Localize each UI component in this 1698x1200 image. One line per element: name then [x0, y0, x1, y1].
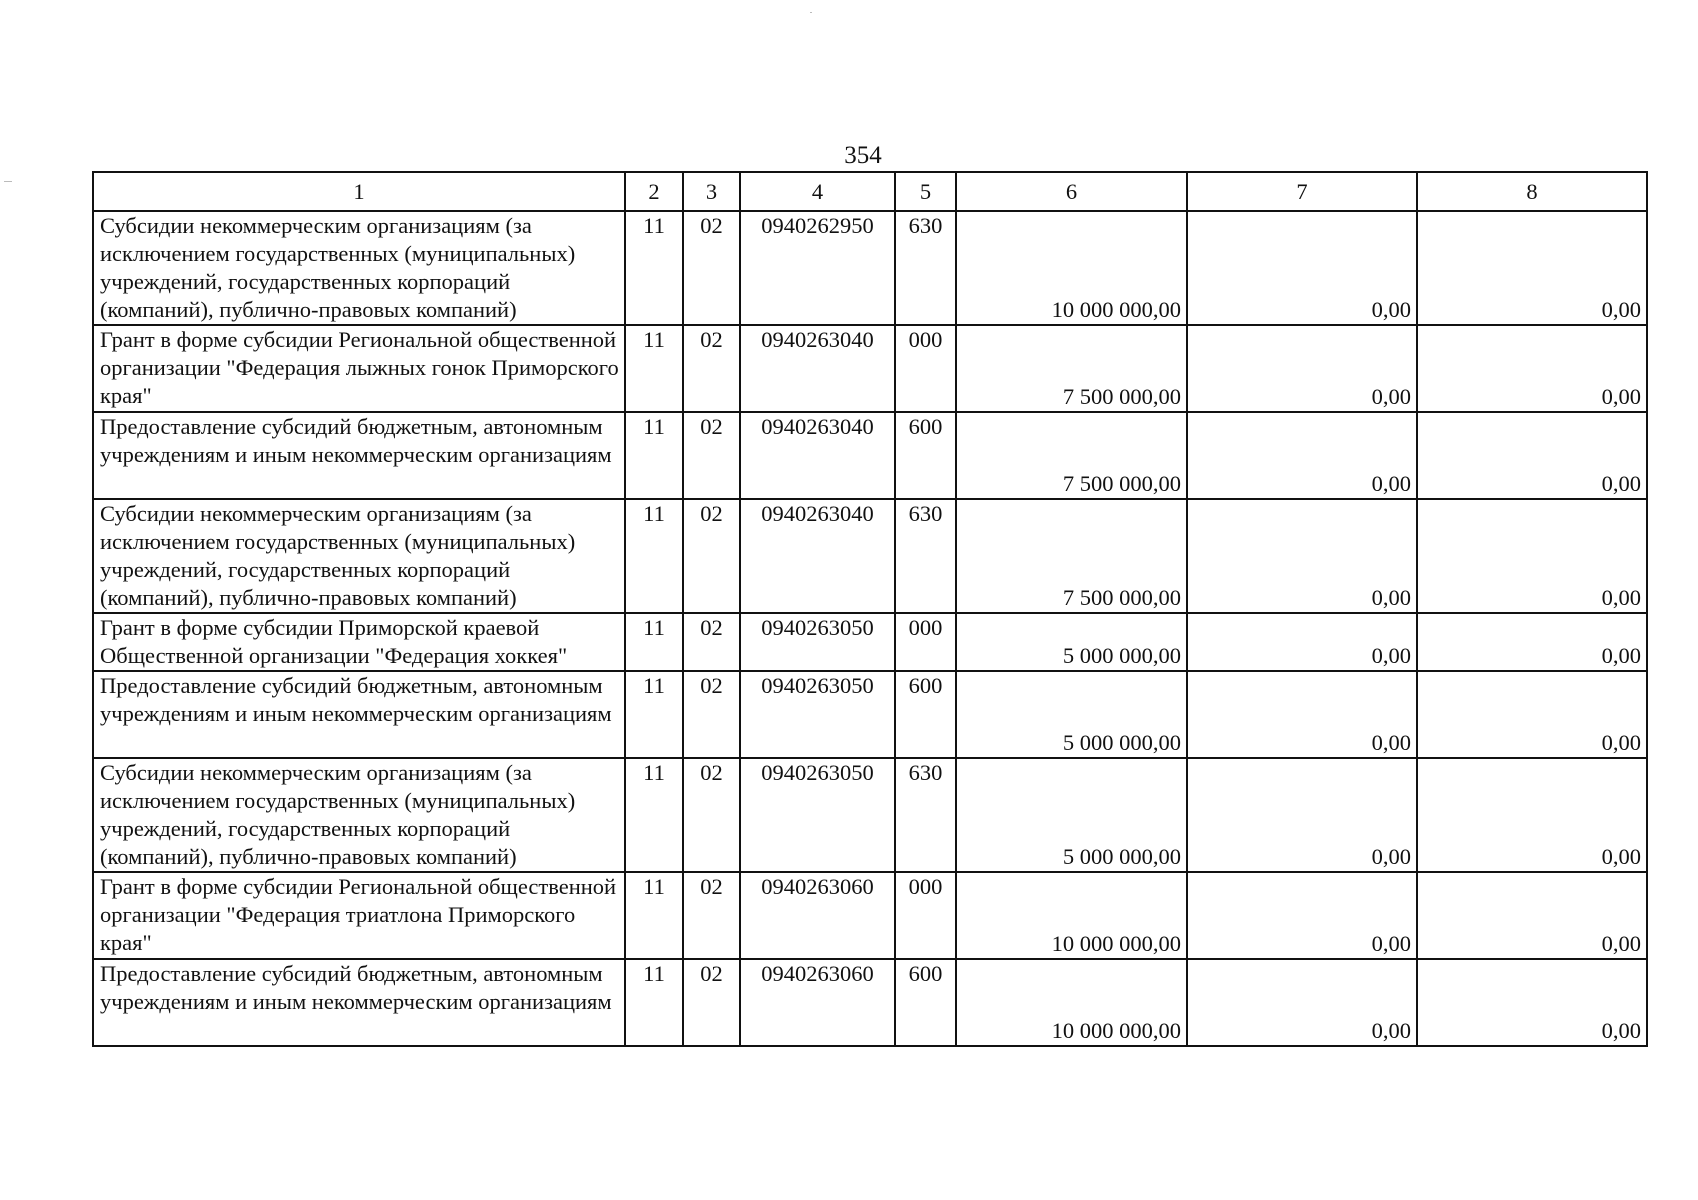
header-cell: 7 [1187, 172, 1417, 211]
row-target: 0940263040 [740, 499, 895, 613]
row-expense: 600 [895, 959, 956, 1046]
row-amount-1: 5 000 000,00 [956, 671, 1187, 758]
row-amount-2: 0,00 [1187, 872, 1417, 959]
row-section: 11 [625, 758, 683, 872]
row-amount-1: 7 500 000,00 [956, 412, 1187, 499]
row-target: 0940263050 [740, 613, 895, 671]
row-target: 0940263060 [740, 872, 895, 959]
row-expense: 600 [895, 671, 956, 758]
row-amount-1: 5 000 000,00 [956, 613, 1187, 671]
row-subsection: 02 [683, 499, 740, 613]
scan-speck [810, 12, 812, 13]
row-amount-3: 0,00 [1417, 211, 1647, 325]
row-name: Субсидии некоммерческим организациям (за исключением государственных (муниципальных) учреждений, государственных корпораций (компаний), публично-правовых компаний) [93, 758, 625, 872]
row-amount-3: 0,00 [1417, 499, 1647, 613]
row-subsection: 02 [683, 325, 740, 412]
row-target: 0940262950 [740, 211, 895, 325]
row-amount-3: 0,00 [1417, 872, 1647, 959]
header-cell: 5 [895, 172, 956, 211]
row-amount-3: 0,00 [1417, 959, 1647, 1046]
row-section: 11 [625, 211, 683, 325]
row-name: Субсидии некоммерческим организациям (за исключением государственных (муниципальных) учреждений, государственных корпораций (компаний), публично-правовых компаний) [93, 499, 625, 613]
row-amount-2: 0,00 [1187, 325, 1417, 412]
row-expense: 630 [895, 499, 956, 613]
row-amount-1: 7 500 000,00 [956, 325, 1187, 412]
row-name: Предоставление субсидий бюджетным, автономным учреждениям и иным некоммерческим организациям [93, 671, 625, 758]
row-amount-3: 0,00 [1417, 412, 1647, 499]
row-amount-1: 10 000 000,00 [956, 872, 1187, 959]
page-number: 354 [844, 142, 882, 169]
header-row [93, 172, 1647, 211]
table-row [93, 758, 1647, 872]
row-subsection: 02 [683, 211, 740, 325]
table-row [93, 412, 1647, 499]
row-subsection: 02 [683, 671, 740, 758]
row-amount-2: 0,00 [1187, 211, 1417, 325]
row-amount-2: 0,00 [1187, 671, 1417, 758]
row-amount-3: 0,00 [1417, 325, 1647, 412]
row-section: 11 [625, 325, 683, 412]
row-amount-1: 10 000 000,00 [956, 959, 1187, 1046]
table-row [93, 671, 1647, 758]
row-amount-3: 0,00 [1417, 671, 1647, 758]
table-row [93, 325, 1647, 412]
row-amount-2: 0,00 [1187, 412, 1417, 499]
row-section: 11 [625, 412, 683, 499]
row-amount-3: 0,00 [1417, 758, 1647, 872]
row-amount-2: 0,00 [1187, 959, 1417, 1046]
row-amount-1: 5 000 000,00 [956, 758, 1187, 872]
row-subsection: 02 [683, 412, 740, 499]
header-cell: 3 [683, 172, 740, 211]
table-row [93, 211, 1647, 325]
table-row [93, 959, 1647, 1046]
row-section: 11 [625, 959, 683, 1046]
table-row [93, 499, 1647, 613]
header-cell: 6 [956, 172, 1187, 211]
row-expense: 000 [895, 325, 956, 412]
row-section: 11 [625, 613, 683, 671]
header-cell: 1 [93, 172, 625, 211]
budget-table [92, 171, 1648, 1047]
table-row [93, 613, 1647, 671]
header-cell: 2 [625, 172, 683, 211]
row-amount-2: 0,00 [1187, 499, 1417, 613]
row-amount-2: 0,00 [1187, 758, 1417, 872]
row-target: 0940263060 [740, 959, 895, 1046]
row-subsection: 02 [683, 613, 740, 671]
row-target: 0940263050 [740, 671, 895, 758]
row-section: 11 [625, 499, 683, 613]
row-section: 11 [625, 671, 683, 758]
row-expense: 630 [895, 211, 956, 325]
row-target: 0940263040 [740, 412, 895, 499]
row-subsection: 02 [683, 758, 740, 872]
row-name: Грант в форме субсидии Приморской краевой Общественной организации "Федерация хоккея" [93, 613, 625, 671]
scan-speck [4, 181, 12, 182]
row-name: Предоставление субсидий бюджетным, автономным учреждениям и иным некоммерческим организациям [93, 412, 625, 499]
row-section: 11 [625, 872, 683, 959]
row-amount-2: 0,00 [1187, 613, 1417, 671]
row-expense: 000 [895, 872, 956, 959]
row-name: Субсидии некоммерческим организациям (за исключением государственных (муниципальных) учреждений, государственных корпораций (компаний), публично-правовых компаний) [93, 211, 625, 325]
row-expense: 600 [895, 412, 956, 499]
row-subsection: 02 [683, 959, 740, 1046]
header-cell: 8 [1417, 172, 1647, 211]
row-amount-1: 7 500 000,00 [956, 499, 1187, 613]
row-target: 0940263050 [740, 758, 895, 872]
row-expense: 630 [895, 758, 956, 872]
table-row [93, 872, 1647, 959]
header-cell: 4 [740, 172, 895, 211]
row-expense: 000 [895, 613, 956, 671]
row-subsection: 02 [683, 872, 740, 959]
row-name: Грант в форме субсидии Региональной общественной организации "Федерация лыжных гонок Приморского края" [93, 325, 625, 412]
row-target: 0940263040 [740, 325, 895, 412]
row-name: Предоставление субсидий бюджетным, автономным учреждениям и иным некоммерческим организациям [93, 959, 625, 1046]
row-amount-1: 10 000 000,00 [956, 211, 1187, 325]
row-name: Грант в форме субсидии Региональной общественной организации "Федерация триатлона Приморского края" [93, 872, 625, 959]
row-amount-3: 0,00 [1417, 613, 1647, 671]
